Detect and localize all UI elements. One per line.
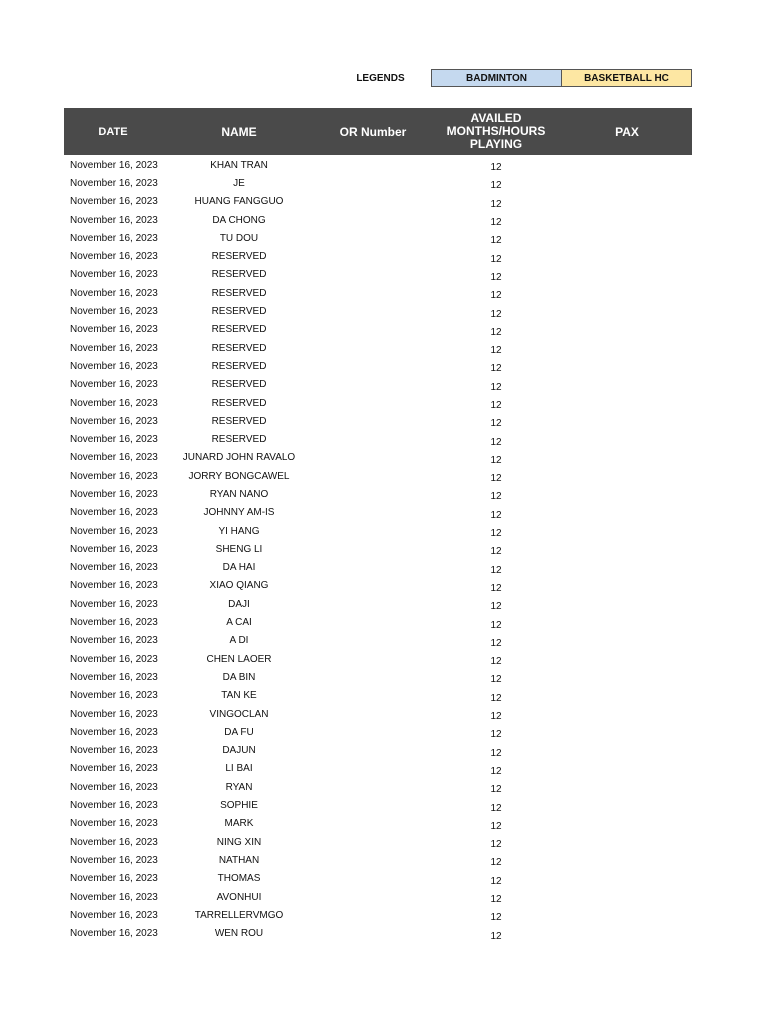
cell-date: November 16, 2023 [70, 196, 158, 208]
cell-date: November 16, 2023 [70, 306, 158, 318]
cell-availed: 12 [490, 692, 502, 704]
cell-availed: 12 [490, 820, 502, 832]
cell-date: November 16, 2023 [70, 562, 158, 574]
table-row [64, 430, 692, 448]
cell-name: RESERVED [211, 434, 267, 446]
cell-name: RYAN [225, 781, 253, 793]
table-row [64, 577, 692, 595]
table-row [64, 815, 692, 833]
cell-date: November 16, 2023 [70, 507, 158, 519]
cell-availed: 12 [490, 729, 502, 741]
cell-availed: 12 [490, 528, 502, 540]
cell-name: SOPHIE [220, 800, 258, 812]
cell-date: November 16, 2023 [70, 745, 158, 757]
table-row [64, 321, 692, 339]
cell-name: JOHNNY AM-IS [203, 507, 275, 519]
cell-name: HUANG FANGGUO [194, 196, 284, 208]
cell-availed: 12 [490, 418, 502, 430]
cell-name: RESERVED [211, 342, 267, 354]
cell-date: November 16, 2023 [70, 415, 158, 427]
table-row [64, 339, 692, 357]
cell-name: MARK [224, 818, 254, 830]
cell-availed: 12 [490, 345, 502, 357]
cell-date: November 16, 2023 [70, 470, 158, 482]
cell-availed: 12 [490, 400, 502, 411]
cell-date: November 16, 2023 [70, 873, 158, 885]
legend-basketball-hc: BASKETBALL HC [562, 69, 692, 87]
cell-name: XIAO QIANG [209, 580, 269, 592]
table-row [64, 394, 692, 412]
table-row [64, 668, 692, 686]
cell-availed: 12 [490, 894, 502, 906]
table-row [64, 595, 692, 613]
cell-date: November 16, 2023 [70, 671, 158, 683]
cell-name: RESERVED [211, 287, 267, 299]
table-row [64, 705, 692, 723]
table-row [64, 632, 692, 650]
cell-date: November 16, 2023 [70, 269, 158, 281]
table-row [64, 760, 692, 778]
table-row [64, 851, 692, 869]
cell-name: DA BIN [222, 671, 256, 683]
cell-availed: 12 [490, 290, 502, 302]
cell-availed: 12 [490, 436, 502, 448]
table-body [64, 156, 692, 943]
cell-date: November 16, 2023 [70, 708, 158, 720]
cell-date: November 16, 2023 [70, 800, 158, 812]
cell-availed: 12 [490, 217, 502, 229]
cell-date: November 16, 2023 [70, 690, 158, 702]
table-row [64, 485, 692, 503]
cell-date: November 16, 2023 [70, 580, 158, 592]
table-row [64, 778, 692, 796]
cell-date: November 16, 2023 [70, 781, 158, 793]
cell-date: November 16, 2023 [70, 635, 158, 647]
table-row [64, 906, 692, 924]
cell-date: November 16, 2023 [70, 397, 158, 409]
cell-name: LI BAI [225, 763, 253, 775]
cell-availed: 12 [490, 857, 502, 869]
cell-availed: 12 [490, 656, 502, 668]
table-row [64, 742, 692, 760]
cell-name: VINGOCLAN [209, 708, 269, 720]
cell-availed: 12 [490, 326, 502, 338]
cell-name: TU DOU [219, 232, 259, 244]
cell-date: November 16, 2023 [70, 342, 158, 354]
cell-date: November 16, 2023 [70, 891, 158, 903]
table-row [64, 376, 692, 394]
cell-date: November 16, 2023 [70, 836, 158, 848]
cell-availed: 12 [490, 363, 502, 375]
cell-availed: 12 [490, 509, 502, 521]
cell-date: November 16, 2023 [70, 854, 158, 866]
cell-name: DA HAI [222, 562, 256, 574]
legends-bar [330, 69, 692, 87]
table-row [64, 193, 692, 211]
cell-date: November 16, 2023 [70, 287, 158, 299]
header-availed-line2: MONTHS/HOURS [446, 124, 546, 138]
cell-date: November 16, 2023 [70, 598, 158, 610]
cell-availed: 12 [490, 582, 502, 594]
header-or-number: OR Number [339, 124, 407, 139]
table-row [64, 687, 692, 705]
table-row [64, 504, 692, 522]
cell-availed: 12 [490, 180, 502, 192]
cell-date: November 16, 2023 [70, 379, 158, 391]
cell-availed: 12 [490, 930, 502, 942]
table-row [64, 522, 692, 540]
table-row [64, 156, 692, 174]
cell-date: November 16, 2023 [70, 763, 158, 775]
cell-name: SHENG LI [215, 543, 263, 555]
table-row [64, 723, 692, 741]
cell-availed: 12 [490, 271, 502, 283]
table-row [64, 613, 692, 631]
cell-availed: 12 [490, 491, 502, 503]
header-date: DATE [98, 125, 128, 138]
cell-name: DAJUN [222, 745, 256, 757]
cell-availed: 12 [490, 381, 502, 393]
table-row [64, 247, 692, 265]
cell-date: November 16, 2023 [70, 909, 158, 921]
cell-date: November 16, 2023 [70, 818, 158, 830]
cell-availed: 12 [490, 308, 502, 320]
cell-name: DAJI [228, 598, 250, 610]
table-row [64, 870, 692, 888]
cell-date: November 16, 2023 [70, 360, 158, 372]
table-row [64, 302, 692, 320]
table-row [64, 284, 692, 302]
cell-date: November 16, 2023 [70, 232, 158, 244]
cell-name: JE [233, 177, 245, 189]
cell-availed: 12 [490, 253, 502, 265]
cell-availed: 12 [490, 784, 502, 796]
cell-date: November 16, 2023 [70, 928, 158, 940]
table-row [64, 650, 692, 668]
cell-name: RESERVED [211, 397, 267, 409]
table-row [64, 888, 692, 906]
cell-name: DA CHONG [212, 214, 266, 226]
cell-availed: 12 [490, 601, 502, 613]
table-row [64, 540, 692, 558]
cell-name: NING XIN [216, 836, 262, 848]
cell-name: RESERVED [211, 415, 267, 427]
cell-availed: 12 [490, 637, 502, 649]
cell-availed: 12 [490, 564, 502, 576]
cell-date: November 16, 2023 [70, 434, 158, 446]
header-pax: PAX [615, 124, 639, 139]
table-row [64, 266, 692, 284]
cell-availed: 12 [490, 162, 502, 174]
cell-availed: 12 [490, 765, 502, 777]
table-row [64, 174, 692, 192]
cell-name: JUNARD JOHN RAVALO [182, 452, 296, 464]
legend-badminton: BADMINTON [431, 69, 562, 87]
cell-name: JORRY BONGCAWEL [188, 470, 290, 482]
cell-name: AVONHUI [216, 891, 262, 903]
table-row [64, 412, 692, 430]
table-row [64, 559, 692, 577]
cell-date: November 16, 2023 [70, 251, 158, 263]
header-availed [430, 112, 562, 151]
cell-name: RESERVED [211, 251, 267, 263]
cell-availed: 12 [490, 875, 502, 887]
cell-name: TAN KE [221, 690, 257, 702]
table-row [64, 467, 692, 485]
cell-availed: 12 [490, 747, 502, 759]
cell-availed: 12 [490, 546, 502, 558]
cell-availed: 12 [490, 912, 502, 924]
cell-name: A DI [229, 635, 249, 647]
table-row [64, 796, 692, 814]
header-availed-line1: AVAILED [470, 111, 522, 125]
cell-date: November 16, 2023 [70, 653, 158, 665]
cell-name: RESERVED [211, 379, 267, 391]
cell-name: WEN ROU [214, 928, 264, 940]
cell-date: November 16, 2023 [70, 617, 158, 629]
table-header [64, 108, 692, 155]
cell-date: November 16, 2023 [70, 159, 158, 171]
table-row [64, 924, 692, 942]
cell-availed: 12 [490, 711, 502, 723]
booking-table [64, 108, 692, 943]
table-row [64, 449, 692, 467]
table-row [64, 211, 692, 229]
cell-date: November 16, 2023 [70, 488, 158, 500]
cell-name: TARRELLERVMGO [194, 909, 284, 921]
cell-availed: 12 [490, 839, 502, 851]
cell-date: November 16, 2023 [70, 324, 158, 336]
header-availed-line3: PLAYING [469, 137, 523, 151]
cell-name: RESERVED [211, 360, 267, 372]
cell-name: CHEN LAOER [206, 653, 272, 665]
cell-date: November 16, 2023 [70, 214, 158, 226]
cell-name: YI HANG [218, 525, 260, 537]
legends-label: LEGENDS [356, 72, 405, 84]
cell-availed: 12 [490, 235, 502, 247]
cell-availed: 12 [490, 674, 502, 686]
cell-availed: 12 [490, 473, 502, 485]
cell-availed: 12 [490, 619, 502, 631]
cell-date: November 16, 2023 [70, 726, 158, 738]
cell-name: RYAN NANO [209, 488, 269, 500]
header-name: NAME [221, 124, 257, 139]
cell-name: KHAN TRAN [210, 159, 268, 171]
cell-name: RESERVED [211, 269, 267, 281]
cell-availed: 12 [490, 198, 502, 210]
cell-date: November 16, 2023 [70, 543, 158, 555]
cell-date: November 16, 2023 [70, 177, 158, 189]
cell-availed: 12 [490, 802, 502, 814]
cell-date: November 16, 2023 [70, 452, 158, 464]
cell-date: November 16, 2023 [70, 525, 158, 537]
table-row [64, 229, 692, 247]
cell-name: RESERVED [211, 306, 267, 318]
cell-name: THOMAS [217, 873, 261, 885]
cell-availed: 12 [490, 454, 502, 466]
cell-name: A CAI [226, 617, 252, 629]
cell-name: RESERVED [211, 324, 267, 336]
table-row [64, 833, 692, 851]
cell-name: NATHAN [218, 854, 260, 866]
cell-name: DA FU [224, 726, 254, 738]
table-row [64, 357, 692, 375]
